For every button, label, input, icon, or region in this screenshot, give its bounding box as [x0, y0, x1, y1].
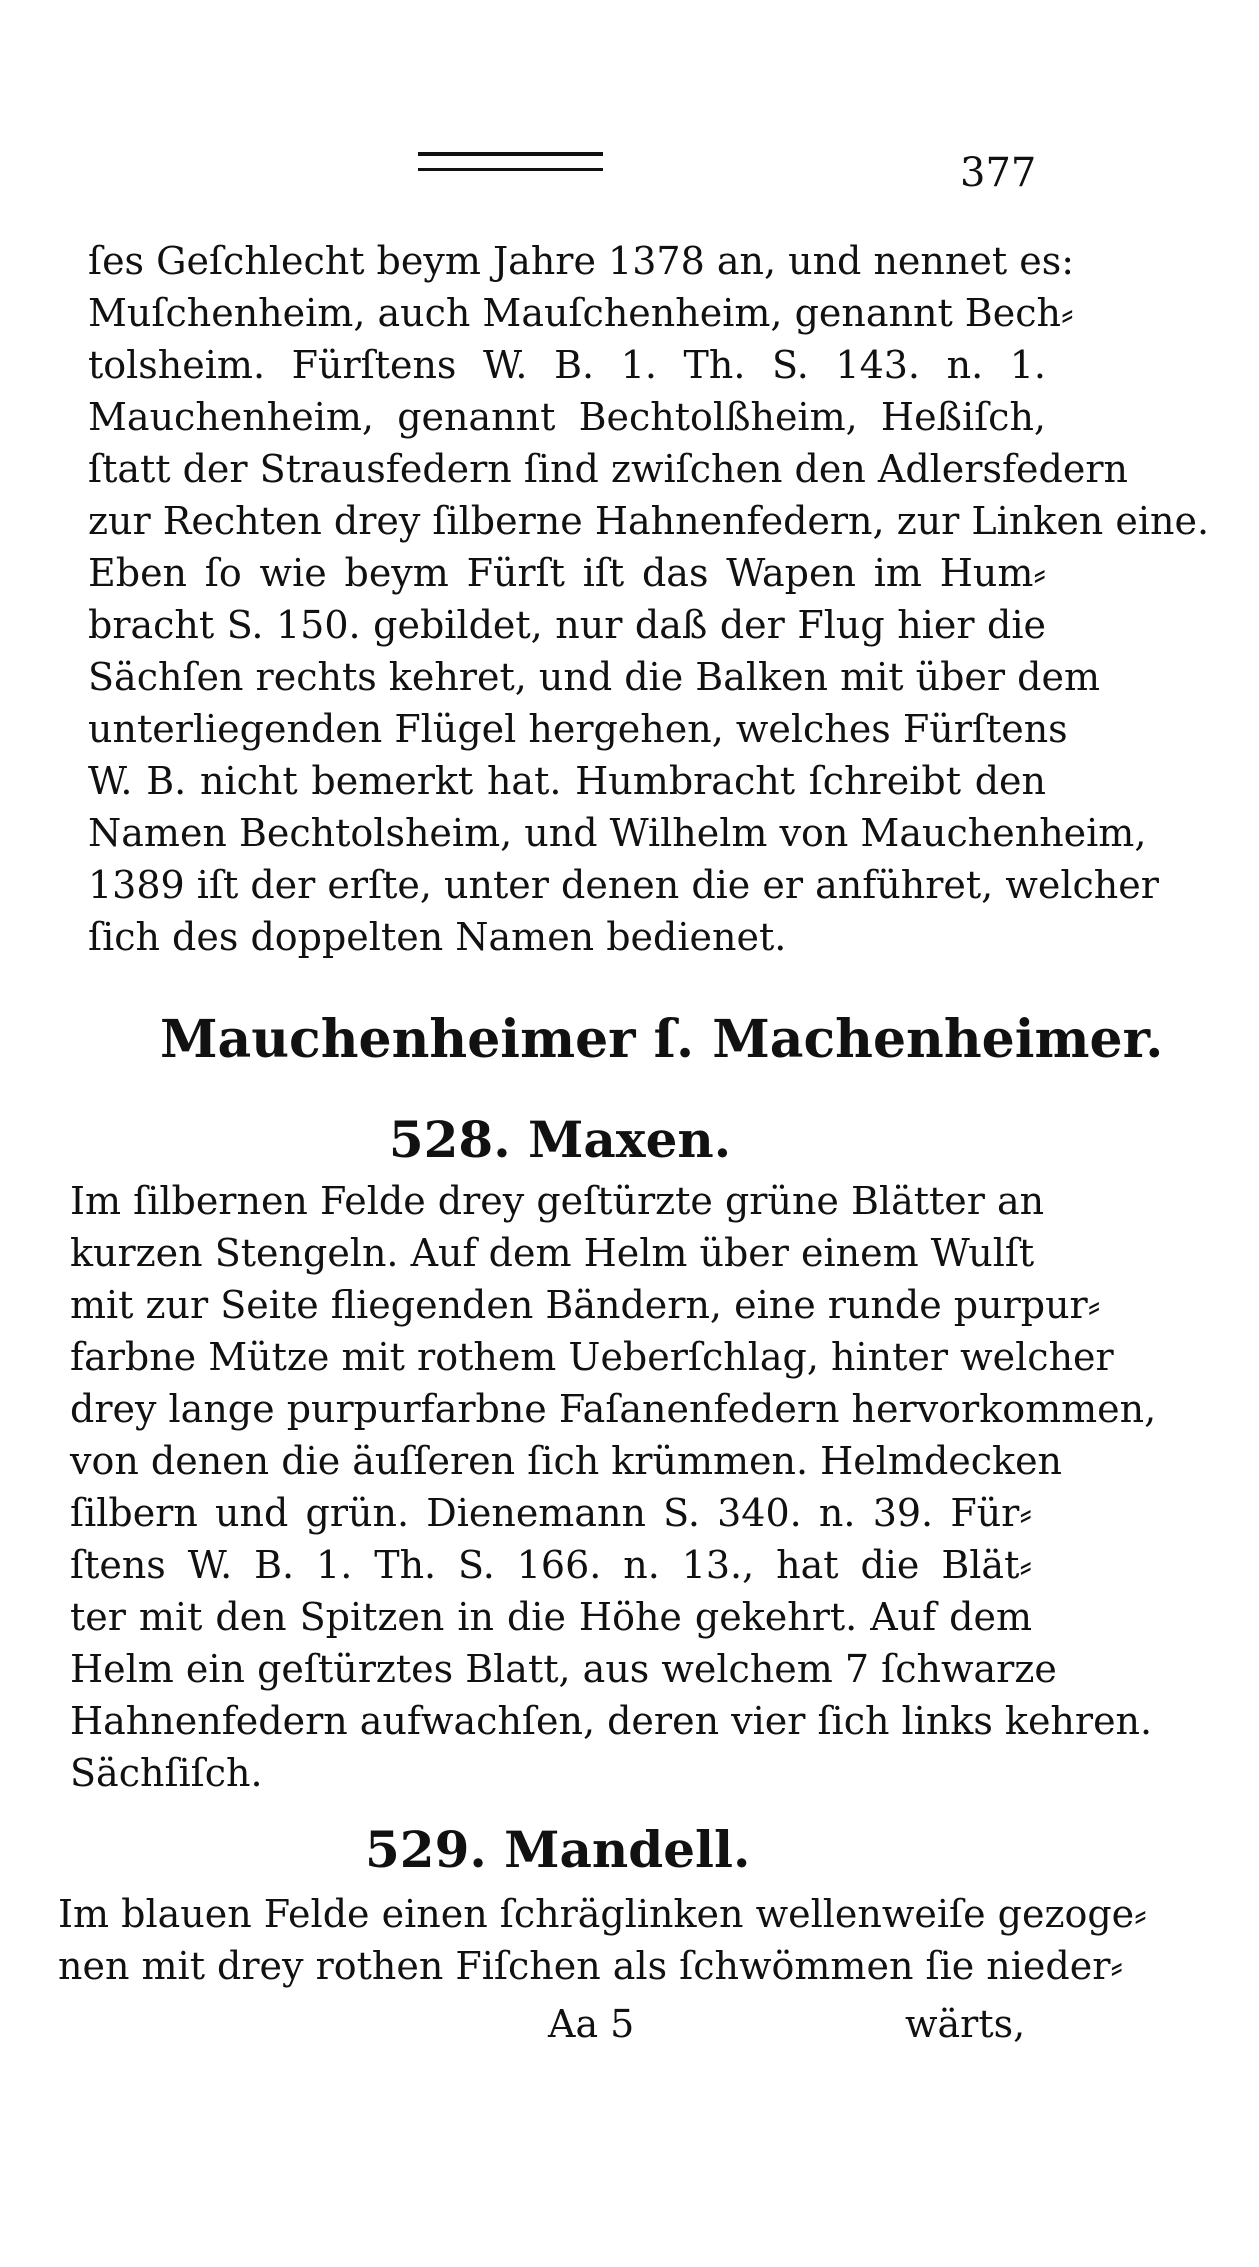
paragraph-maxen: [70, 1175, 1157, 1799]
text-line: kurzen Stengeln. Auf dem Helm über einem Wulſt: [70, 1231, 1035, 1275]
text-line: bracht S. 150. gebildet, nur daß der Flug hier die: [88, 603, 1046, 647]
text-line: Muſchenheim, auch Mauſchenheim, genannt Bech⸗: [88, 291, 1074, 335]
catchword: wärts,: [905, 2002, 1026, 2046]
text-line: Sächſen rechts kehret, und die Balken mit über dem: [88, 655, 1100, 699]
entry-heading-529-mandell: 529. Mandell.: [365, 1820, 751, 1879]
text-line: Eben ſo wie beym Fürſt iſt das Wapen im Hum⸗: [88, 551, 1046, 595]
text-line: ſtens W. B. 1. Th. S. 166. n. 13., hat die Blät⸗: [70, 1543, 1032, 1587]
text-line: unterliegenden Flügel hergehen, welches Fürſtens: [88, 707, 1068, 751]
text-line: drey lange purpurfarbne Faſanenfedern hervorkommen,: [70, 1387, 1157, 1431]
text-line: ter mit den Spitzen in die Höhe gekehrt. Auf dem: [70, 1595, 1032, 1639]
text-line: Helm ein geſtürztes Blatt, aus welchem 7 ſchwarze: [70, 1647, 1057, 1691]
text-line: Im blauen Felde einen ſchräglinken wellenweiſe gezoge⸗: [58, 1892, 1147, 1936]
text-line: 1389 iſt der erſte, unter denen die er anführet, welcher: [88, 863, 1159, 907]
text-line: Im ſilbernen Felde drey geſtürzte grüne Blätter an: [70, 1179, 1045, 1223]
text-line: ſtatt der Strausfedern ſind zwiſchen den Adlersfedern: [88, 447, 1128, 491]
page-number: 377: [960, 150, 1037, 196]
text-line: Sächſiſch.: [70, 1751, 263, 1795]
text-line: nen mit drey rothen Fiſchen als ſchwömmen ſie nieder⸗: [58, 1944, 1124, 1988]
text-line: von denen die äuſſeren ſich krümmen. Helmdecken: [70, 1439, 1063, 1483]
entry-heading-mauchenheimer: Mauchenheimer ſ. Machenheimer.: [160, 1009, 1164, 1070]
signature-mark: Aa 5: [548, 2002, 635, 2046]
text-line: tolsheim. Fürſtens W. B. 1. Th. S. 143. n. 1.: [88, 343, 1046, 387]
text-line: Mauchenheim, genannt Bechtolßheim, Heßiſch,: [88, 395, 1046, 439]
paragraph-bechtolsheim: [88, 235, 1210, 963]
text-line: ſilbern und grün. Dienemann S. 340. n. 39. Für⸗: [70, 1491, 1032, 1535]
text-line: W. B. nicht bemerkt hat. Humbracht ſchreibt den: [88, 759, 1046, 803]
text-line: Namen Bechtolsheim, und Wilhelm von Mauchenheim,: [88, 811, 1147, 855]
text-line: ſes Geſchlecht beym Jahre 1378 an, und nennet es:: [88, 239, 1074, 283]
text-line: mit zur Seite fliegenden Bändern, eine runde purpur⸗: [70, 1283, 1101, 1327]
text-line: ſich des doppelten Namen bedienet.: [88, 915, 787, 959]
text-line: farbne Mütze mit rothem Ueberſchlag, hinter welcher: [70, 1335, 1114, 1379]
header-ornament-rule: [418, 152, 603, 171]
entry-heading-528-maxen: 528. Maxen.: [388, 1110, 732, 1169]
text-line: Hahnenfedern aufwachſen, deren vier ſich links kehren.: [70, 1699, 1153, 1743]
paragraph-mandell: [58, 1888, 1147, 1992]
text-line: zur Rechten drey ſilberne Hahnenfedern, zur Linken eine.: [88, 499, 1210, 543]
